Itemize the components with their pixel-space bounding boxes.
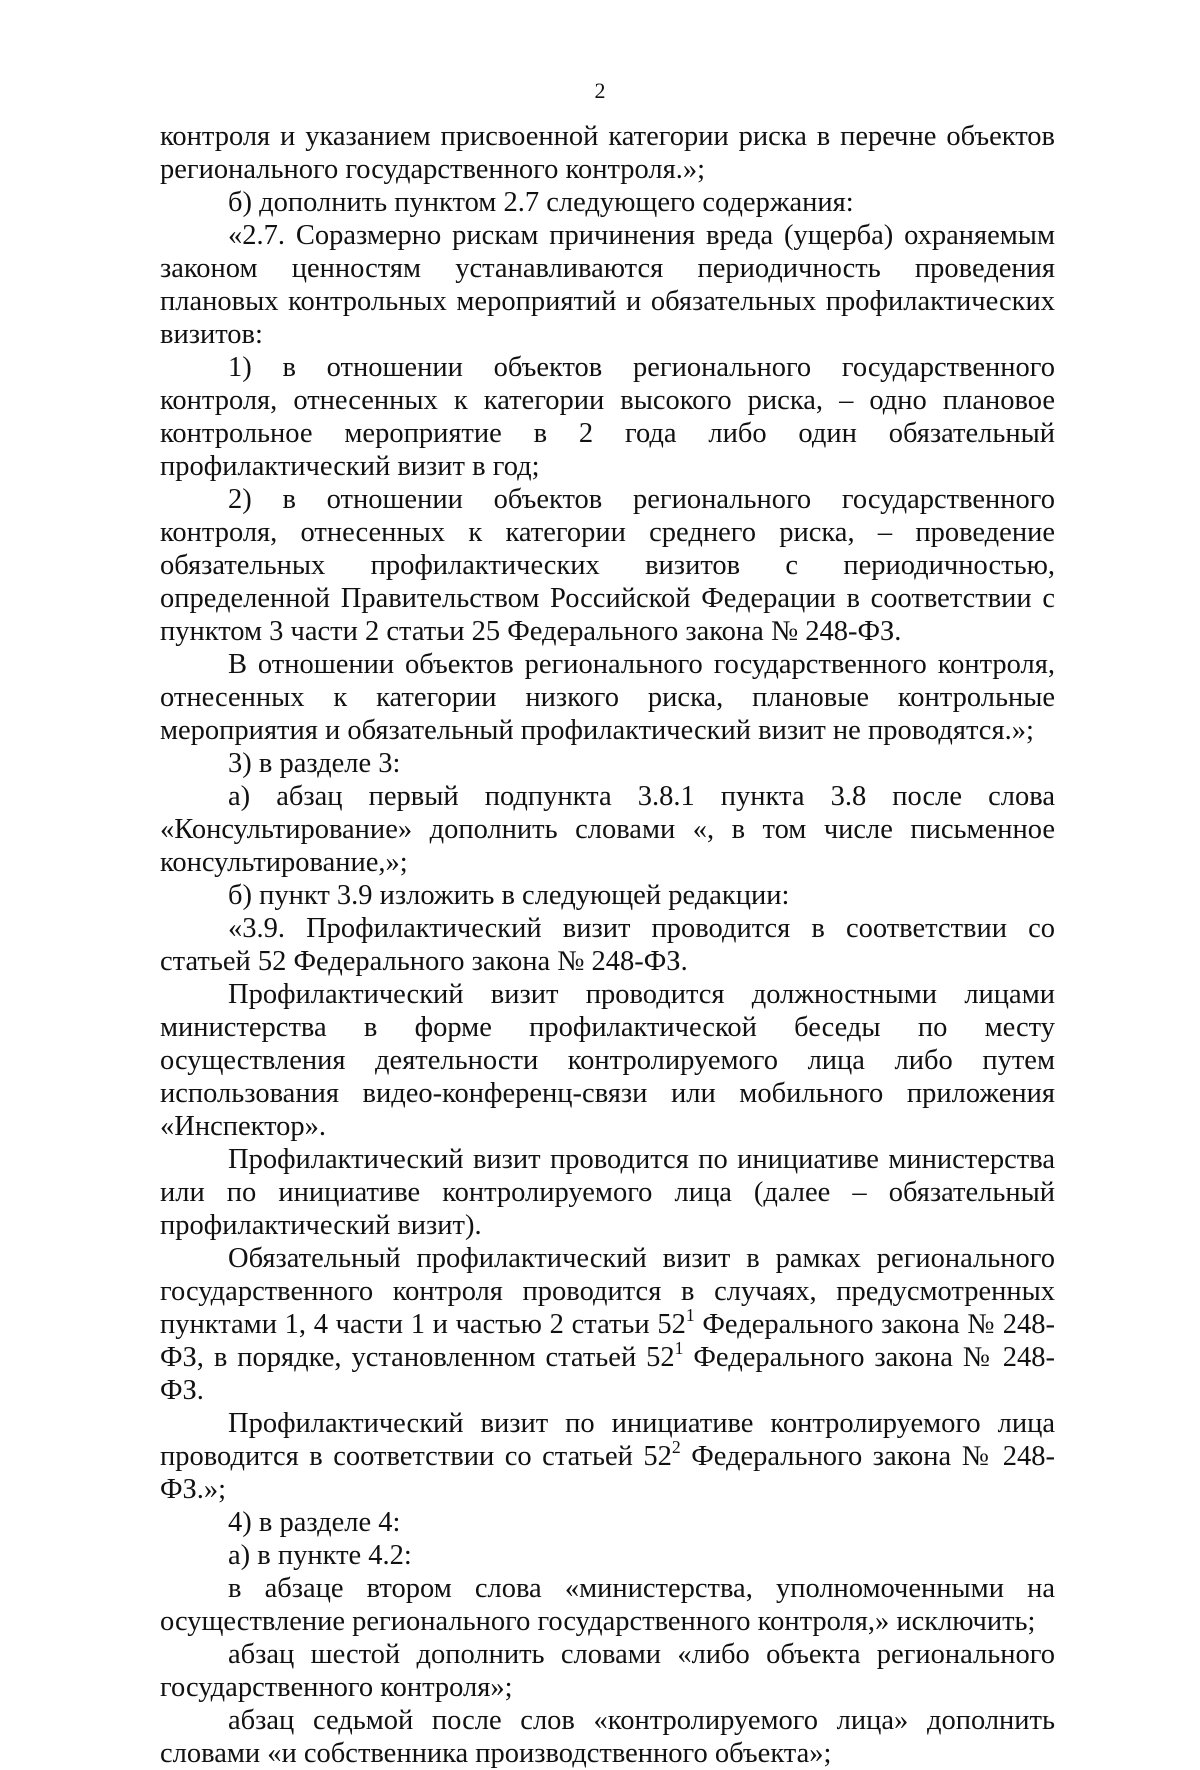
text-segment: Федерального закона № 248-ФЗ, в порядке, установленном статьей 52 — [160, 1309, 1055, 1373]
superscript: 1 — [685, 1304, 695, 1325]
paragraph: «3.9. Профилактический визит проводится в соответствии со статьей 52 Федерального закона № 248-ФЗ. — [160, 913, 1055, 977]
paragraph: 1) в отношении объектов регионального государственного контроля, отнесенных к категории высокого риска, – одно плановое контрольное мероприятие в 2 года либо один обязательный профилактический визит в год; — [160, 352, 1055, 482]
paragraph: в абзаце втором слова «министерства, уполномоченными на осуществление регионального государственного контроля,» исключить; — [160, 1573, 1055, 1637]
paragraph: б) дополнить пунктом 2.7 следующего содержания: — [228, 187, 854, 218]
document-body — [160, 120, 1055, 1770]
superscript: 2 — [671, 1436, 681, 1457]
text-segment: Обязательный профилактический визит в рамках регионального государственного контроля проводится в случаях, предусмотренных пунктами 1, 4 части 1 и частью 2 статьи 52 — [160, 1243, 1055, 1340]
text-segment: Федерального закона № 248-ФЗ. — [160, 1342, 1055, 1406]
paragraph: 3) в разделе 3: — [228, 748, 401, 779]
superscript: 1 — [674, 1337, 684, 1358]
paragraph — [160, 1242, 1055, 1407]
paragraph: а) абзац первый подпункта 3.8.1 пункта 3.8 после слова «Консультирование» дополнить словами «, в том числе письменное консультирование,»; — [160, 781, 1055, 878]
text-segment: Профилактический визит по инициативе контролируемого лица проводится в соответствии со статьей 52 — [160, 1408, 1055, 1472]
paragraph: контроля и указанием присвоенной категории риска в перечне объектов регионального государственного контроля.»; — [160, 121, 1055, 185]
paragraph: абзац шестой дополнить словами «либо объекта регионального государственного контроля»; — [160, 1639, 1055, 1703]
paragraph: В отношении объектов регионального государственного контроля, отнесенных к категории низкого риска, плановые контрольные мероприятия и обязательный профилактический визит не проводятся.»; — [160, 649, 1055, 746]
page-number: 2 — [594, 78, 606, 103]
paragraph: абзац седьмой после слов «контролируемого лица» дополнить словами «и собственника производственного объекта»; — [160, 1705, 1055, 1769]
paragraph: б) пункт 3.9 изложить в следующей редакции: — [228, 880, 790, 911]
paragraph: 4) в разделе 4: — [228, 1507, 401, 1538]
paragraph: Профилактический визит проводится по инициативе министерства или по инициативе контролируемого лица (далее – обязательный профилактический визит). — [160, 1144, 1055, 1241]
text-segment: Федерального закона № 248-ФЗ.»; — [160, 1441, 1056, 1505]
paragraph: а) в пункте 4.2: — [228, 1540, 412, 1571]
paragraph: 2) в отношении объектов регионального государственного контроля, отнесенных к категории среднего риска, – проведение обязательных профилактических визитов с периодичностью, определенной Правительством Российской Федерации в соответствии с пунктом 3 части 2 статьи 25 Федерального закона № 248-ФЗ. — [160, 484, 1055, 647]
paragraph: Профилактический визит проводится должностными лицами министерства в форме профилактической беседы по месту осуществления деятельности контролируемого лица либо путем использования видео-конференц-связи или мобильного приложения «Инспектор». — [160, 979, 1055, 1142]
paragraph — [160, 1407, 1055, 1506]
paragraph: «2.7. Соразмерно рискам причинения вреда (ущерба) охраняемым законом ценностям устанавливаются периодичность проведения плановых контрольных мероприятий и обязательных профилактических визитов: — [160, 220, 1055, 350]
